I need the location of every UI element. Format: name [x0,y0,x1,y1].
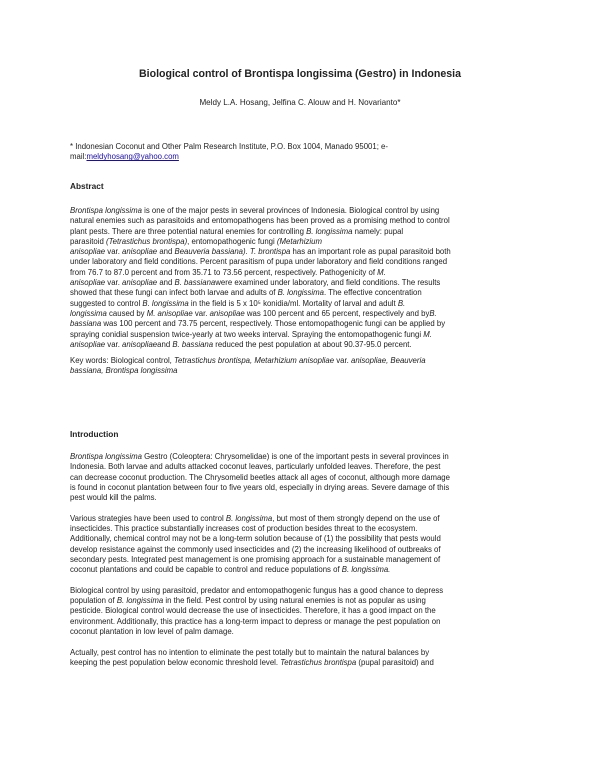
abstract-body [70,206,536,350]
introduction-line: Actually, pest control has no intention to eliminate the pest totally but to maintain the natural balances by [70,647,430,657]
abstract-line: longissima caused by M. anisopliae var. anisopliae was 100 percent and 65 percent, respectively and byB. [70,308,437,318]
introduction-line: secondary pests. Integrated pest management is one promising approach for a sustainable management of [70,554,441,564]
introduction-paragraph [70,648,536,669]
abstract-line: plant pests. There are three potential natural enemies for controlling B. longissima namely: pupal [70,226,404,236]
abstract-line: spraying conidial suspension twice-yearly at two weeks interval. Spraying the entomopathogenic fungi M. [70,329,432,339]
affiliation-line: * Indonesian Coconut and Other Palm Research Institute, P.O. Box 1004, Manado 95001; e- [70,142,388,151]
introduction-line: Indonesia. Both larvae and adults attacked coconut leaves, particularly unfolded leaves. Therefore, the pest [70,462,441,472]
paper-title: Biological control of Brontispa longissima (Gestro) in Indonesia [139,68,461,80]
introduction-line: is found in coconut plantation between four to five years old, especially in drying areas. Severe damage of this [70,482,450,492]
abstract-line: anisopliae var. anisopliaeand B. bassiana reduced the pest population at about 90.37-95.0 percent. [70,339,412,349]
abstract-line: parasitoid (Tetrastichus brontispa), entomopathogenic fungi (Metarhizium [70,236,322,246]
abstract-heading: Abstract [70,181,104,191]
introduction-paragraph [70,452,536,503]
introduction-line: Various strategies have been used to control B. longissima, but most of them strongly depend on the use of [70,513,440,523]
introduction-line: develop resistance against the commonly used insecticides and (2) the increasing likelihood of outbreaks of [70,544,441,554]
introduction-line: environment. Additionally, this practice has a long-term impact to depress or manage the pest population on [70,616,441,626]
abstract-line: under laboratory and field conditions. Percent parasitism of pupa under laboratory and field conditions ranged [70,257,448,267]
introduction-line: insecticides. This practice substantially increases cost of production besides threat to the ecosystem. [70,524,418,534]
introduction-paragraph [70,514,536,576]
introduction-paragraph [70,586,536,637]
abstract-line: natural enemies such as parasitoids and entomopathogens has been proved as a promising method to control [70,216,450,226]
abstract-line: suggested to control B. longissima in the field is 5 x 10⁵ konidia/ml. Mortality of larval and adult B. [70,298,406,308]
introduction-heading: Introduction [70,429,119,439]
keywords-line: Key words: Biological control, Tetrastichus brontispa, Metarhizium anisopliae var. anisopliae, Beauveria [70,356,426,365]
abstract-line: from 76.7 to 87.0 percent and from 35.71 to 73.56 percent, respectively. Pathogenicity of M. [70,267,386,277]
abstract-line: anisopliae var. anisopliae and Beauveria bassiana). T. brontispa has an important role as pupal parasitoid both [70,247,451,257]
abstract-line: bassiana was 100 percent and 73.75 percent, respectively. Those entomopathogenic fungi can be applied by [70,319,446,329]
introduction-line: Brontispa longissima Gestro (Coleoptera: Chrysomelidae) is one of the important pests in several provinces in [70,452,449,461]
keywords-line: bassiana, Brontispa longissima [70,366,178,376]
abstract-line: Brontispa longissima is one of the major pests in several provinces of Indonesia. Biological control by using [70,206,440,215]
introduction-body [70,452,536,668]
abstract-line: anisopliae var. anisopliae and B. bassianawere examined under laboratory, and field conditions. The results [70,278,441,288]
email-link[interactable]: meldyhosang@yahoo.com [86,152,179,162]
introduction-line: Biological control by using parasitoid, predator and entomopathogenic fungus has a good chance to depress [70,585,444,595]
affiliation [70,142,536,163]
introduction-line: can decrease coconut production. The Chrysomelid beetles attack all ages of coconut, although more damage [70,472,450,482]
introduction-line: Additionally, chemical control may not be a long-term solution because of (1) the possibility that pests would [70,534,441,544]
introduction-line: coconut plantation in low level of palm damage. [70,627,234,637]
introduction-line: keeping the pest population below economic threshold level. Tetrastichus brontispa (pupal parasitoid) and [70,657,434,667]
introduction-line: pesticide. Biological control would decrease the use of insecticides. Therefore, it has a good impact on the [70,606,436,616]
abstract-line: showed that these fungi can infect both larvae and adults of B. longissima. The effective concentration [70,288,422,298]
email-label: mail: [70,152,87,162]
author-list: Meldy L.A. Hosang, Jelfina C. Alouw and H. Novarianto* [199,98,401,107]
keywords [70,356,536,377]
introduction-line: population of B. longissima in the field. Pest control by using natural enemies is not as popular as using [70,596,426,606]
introduction-line: coconut plantations and could be capable to control and reduce populations of B. longissima. [70,565,391,575]
introduction-line: pest would kill the palms. [70,493,157,503]
